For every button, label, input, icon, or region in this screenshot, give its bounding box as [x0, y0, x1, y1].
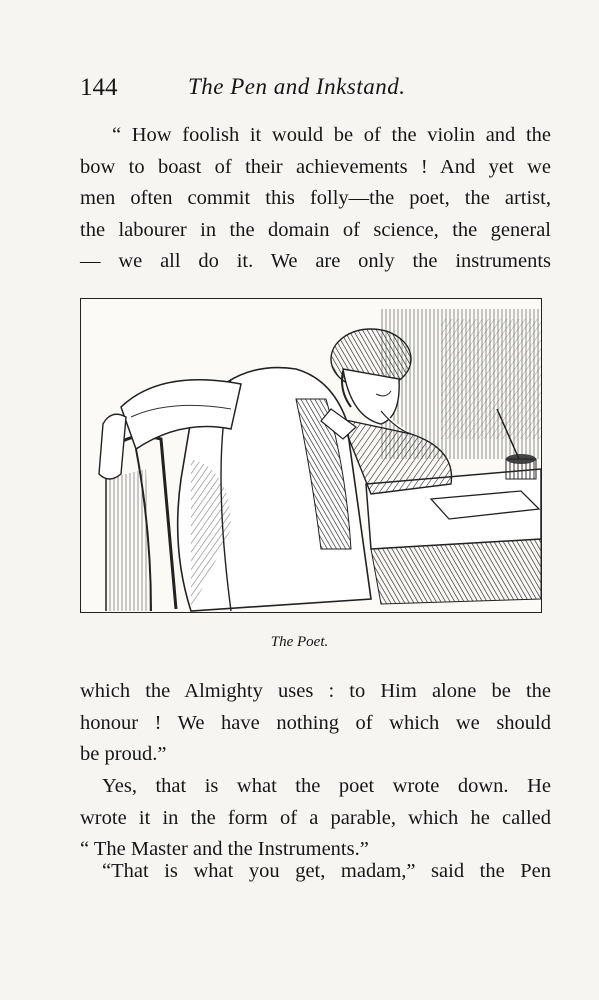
text-line: “ How foolish it would be of the violin and the	[112, 124, 551, 146]
paragraph-bottom-1	[80, 676, 551, 771]
text-line: “That is what you get, madam,” said the Pen	[102, 860, 551, 882]
text-line: wrote it in the form of a parable, which he called	[80, 806, 551, 829]
page-header	[80, 74, 550, 106]
text-line: “ The Master and the Instruments.”	[80, 838, 369, 860]
paragraph-bottom-3	[80, 856, 551, 888]
text-line: the labourer in the domain of science, the general	[80, 218, 551, 241]
text-line: — we all do it. We are only the instruments	[80, 250, 551, 272]
paragraph-top	[80, 120, 551, 278]
figure-caption: The Poet.	[270, 634, 329, 650]
engraving-drawing	[81, 299, 542, 613]
poet-engraving	[80, 298, 542, 613]
text-line: men often commit this folly—the poet, the artist,	[80, 187, 551, 209]
text-line: be proud.”	[80, 743, 167, 765]
text-line: which the Almighty uses : to Him alone be the	[80, 680, 551, 702]
page-number: 144	[80, 74, 118, 101]
text-line: bow to boast of their achievements ! And yet we	[80, 155, 551, 178]
paragraph-bottom-2	[80, 771, 551, 866]
text-line: honour ! We have nothing of which we should	[80, 711, 551, 734]
running-title: The Pen and Inkstand.	[188, 74, 406, 99]
text-line: Yes, that is what the poet wrote down. He	[102, 775, 551, 797]
